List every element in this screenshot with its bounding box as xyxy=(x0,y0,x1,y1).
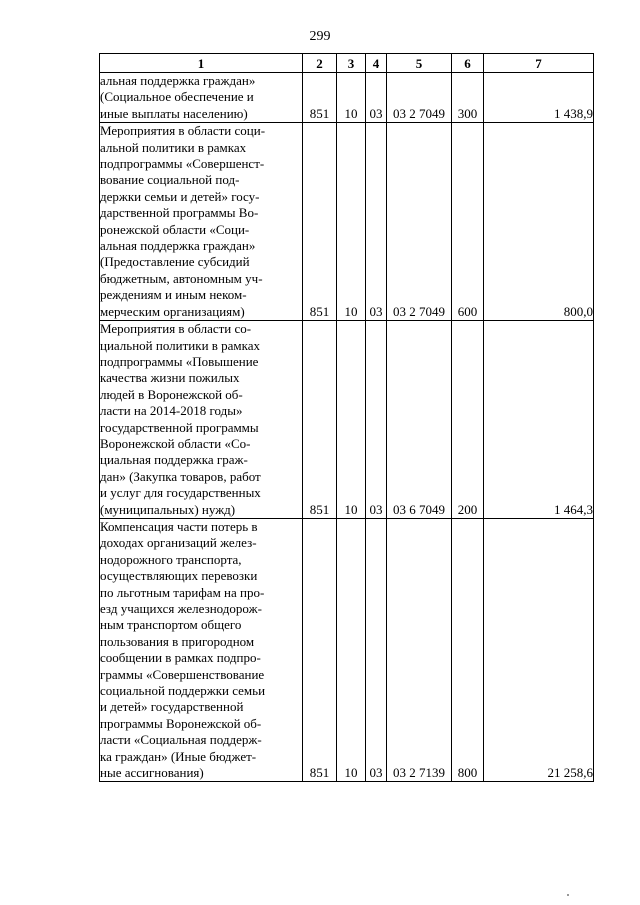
expense-type-cell: 800 xyxy=(452,518,484,782)
description-line: держки семьи и детей» госу- xyxy=(100,188,260,204)
scan-dot xyxy=(567,894,569,896)
header-row xyxy=(100,54,594,73)
description-line: государственной программы xyxy=(100,419,259,435)
description-line: циальной политики в рамках xyxy=(100,337,261,353)
column-header: 2 xyxy=(303,54,337,73)
description-cell xyxy=(100,123,303,321)
target-article-cell: 03 2 7049 xyxy=(387,123,452,321)
subsection-cell: 03 xyxy=(366,518,387,782)
description-line: циальная поддержка граж- xyxy=(100,452,248,468)
expense-type-cell: 600 xyxy=(452,123,484,321)
subsection-cell: 03 xyxy=(366,321,387,519)
description-line: альная поддержка граждан» xyxy=(100,238,256,254)
table-row xyxy=(100,321,594,519)
column-header: 6 xyxy=(452,54,484,73)
description-line: дан» (Закупка товаров, работ xyxy=(100,468,261,484)
amount-cell: 1 464,3 xyxy=(484,321,594,519)
table-row xyxy=(100,73,594,123)
section-cell: 10 xyxy=(337,518,366,782)
description-cell xyxy=(100,321,303,519)
description-line: Компенсация части потерь в xyxy=(100,518,258,534)
target-article-cell: 03 2 7139 xyxy=(387,518,452,782)
expense-type-cell: 200 xyxy=(452,321,484,519)
description-line: социальной поддержки семьи xyxy=(100,683,266,699)
description-line: (Социальное обеспечение и xyxy=(100,89,254,105)
column-header: 1 xyxy=(100,54,303,73)
description-line: доходах организаций желез- xyxy=(100,535,257,551)
section-cell: 10 xyxy=(337,321,366,519)
description-line: ка граждан» (Иные бюджет- xyxy=(100,748,257,764)
description-line: подпрограммы «Повышение xyxy=(100,353,259,369)
description-line: альная поддержка граждан» xyxy=(100,73,256,88)
amount-cell: 21 258,6 xyxy=(484,518,594,782)
description-line: ным транспортом общего xyxy=(100,617,242,633)
description-line: пользования в пригородном xyxy=(100,633,255,649)
description-line: Мероприятия в области соци- xyxy=(100,123,266,139)
description-line: Воронежской области «Со- xyxy=(100,435,251,451)
section-cell: 10 xyxy=(337,73,366,123)
description-line: и детей» государственной xyxy=(100,699,244,715)
description-line: по льготным тарифам на про- xyxy=(100,584,265,600)
description-line: нодорожного транспорта, xyxy=(100,551,242,567)
description-line: мерческим организациям) xyxy=(100,303,245,319)
description-line: альной политики в рамках xyxy=(100,139,247,155)
description-line: реждениям и иным неком- xyxy=(100,287,247,303)
section-cell: 10 xyxy=(337,123,366,321)
description-line: ласти на 2014-2018 годы» xyxy=(100,403,243,419)
main-admin-code-cell: 851 xyxy=(303,518,337,782)
description-line: Мероприятия в области со- xyxy=(100,321,252,337)
description-line: дарственной программы Во- xyxy=(100,205,259,221)
description-line: иные выплаты населению) xyxy=(100,105,248,121)
description-line: езд учащихся железнодорож- xyxy=(100,601,262,616)
description-line: бюджетным, автономным уч- xyxy=(100,270,263,286)
description-line: граммы «Совершенствование xyxy=(100,666,265,682)
page-number: 299 xyxy=(309,29,331,44)
column-header: 3 xyxy=(337,54,366,73)
description-line: ласти «Социальная поддерж- xyxy=(100,732,262,748)
column-header: 4 xyxy=(366,54,387,73)
target-article-cell: 03 2 7049 xyxy=(387,73,452,123)
main-admin-code-cell: 851 xyxy=(303,321,337,519)
description-line: ные ассигнования) xyxy=(100,765,204,781)
table-row xyxy=(100,518,594,782)
description-line: осуществляющих перевозки xyxy=(100,568,258,584)
description-line: (Предоставление субсидий xyxy=(100,254,250,270)
table-row xyxy=(100,123,594,321)
description-line: (муниципальных) нужд) xyxy=(100,501,236,517)
main-admin-code-cell: 851 xyxy=(303,73,337,123)
main-admin-code-cell: 851 xyxy=(303,123,337,321)
column-header: 7 xyxy=(484,54,594,73)
subsection-cell: 03 xyxy=(366,123,387,321)
subsection-cell: 03 xyxy=(366,73,387,123)
description-line: качества жизни пожилых xyxy=(100,370,240,386)
description-cell xyxy=(100,518,303,782)
description-line: программы Воронежской об- xyxy=(100,715,262,731)
description-line: подпрограммы «Совершенст- xyxy=(100,156,265,172)
description-line: и услуг для государственных xyxy=(100,485,261,501)
description-line: людей в Воронежской об- xyxy=(100,386,243,402)
description-line: сообщении в рамках подпро- xyxy=(100,650,261,666)
column-header: 5 xyxy=(387,54,452,73)
budget-table xyxy=(99,53,594,782)
amount-cell: 1 438,9 xyxy=(484,73,594,123)
description-cell xyxy=(100,73,303,123)
description-line: вование социальной под- xyxy=(100,172,240,188)
amount-cell: 800,0 xyxy=(484,123,594,321)
target-article-cell: 03 6 7049 xyxy=(387,321,452,519)
description-line: ронежской области «Соци- xyxy=(100,221,250,237)
expense-type-cell: 300 xyxy=(452,73,484,123)
